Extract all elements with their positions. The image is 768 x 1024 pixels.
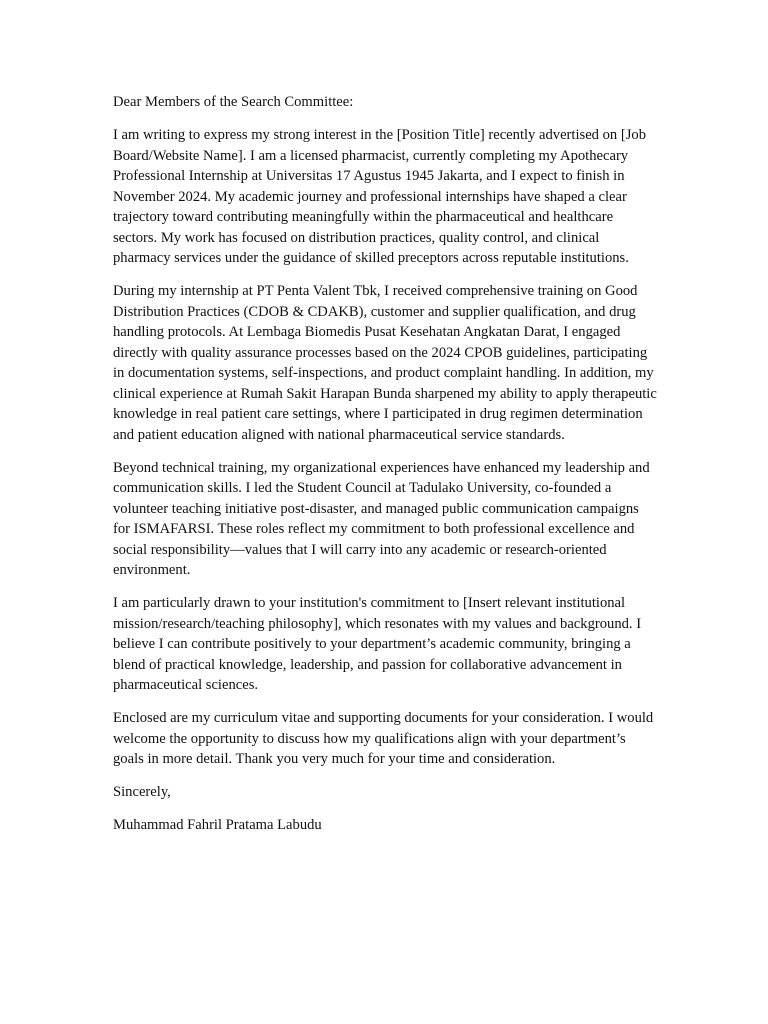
- paragraph-internship: During my internship at PT Penta Valent Tbk, I received comprehensive training on Good Distribution Practices (CDOB & CDAKB), customer and supplier qualification, and drug handling protocols. At Lembaga Biomedis Pusat Kesehatan Angkatan Darat, I engaged directly with quality assurance processes based on the 2024 CPOB guidelines, participating in documentation systems, self-inspections, and product complaint handling. In addition, my clinical experience at Rumah Sakit Harapan Bunda sharpened my ability to apply therapeutic knowledge in real patient care settings, where I participated in drug regimen determination and patient education aligned with national pharmaceutical service standards.: [113, 283, 657, 443]
- salutation: Dear Members of the Search Committee:: [113, 94, 354, 110]
- paragraph-organizational: Beyond technical training, my organizational experiences have enhanced my leadership and communication skills. I led the Student Council at Tadulako University, co-founded a volunteer teaching initiative post-disaster, and managed public communication campaigns for ISMAFARSI. These roles reflect my commitment to both professional excellence and social responsibility—values that I will carry into any academic or research-oriented environment.: [113, 459, 650, 578]
- paragraph-enclosure: Enclosed are my curriculum vitae and supporting documents for your consideration. I would welcome the opportunity to discuss how my qualifications align with your department’s goals in more detail. Thank you very much for your time and consideration.: [113, 710, 654, 767]
- signature-name: Muhammad Fahril Pratama Labudu: [113, 817, 322, 833]
- paragraph-intro: I am writing to express my strong interest in the [Position Title] recently advertised on [Job Board/Website Name]. I am a licensed pharmacist, currently completing my Apothecary Professional Internship at Universitas 17 Agustus 1945 Jakarta, and I expect to finish in November 2024. My academic journey and professional internships have shaped a clear trajectory toward contributing meaningfully within the pharmaceutical and healthcare sectors. My work has focused on distribution practices, quality control, and clinical pharmacy services under the guidance of skilled preceptors across reputable institutions.: [113, 127, 646, 266]
- closing: Sincerely,: [113, 784, 171, 800]
- paragraph-institution: I am particularly drawn to your institution's commitment to [Insert relevant institutional mission/research/teaching philosophy], which resonates with my values and background. I believe I can contribute positively to your department’s academic community, bringing a blend of practical knowledge, leadership, and passion for collaborative advancement in pharmaceutical sciences.: [113, 595, 642, 693]
- cover-letter: [113, 92, 658, 848]
